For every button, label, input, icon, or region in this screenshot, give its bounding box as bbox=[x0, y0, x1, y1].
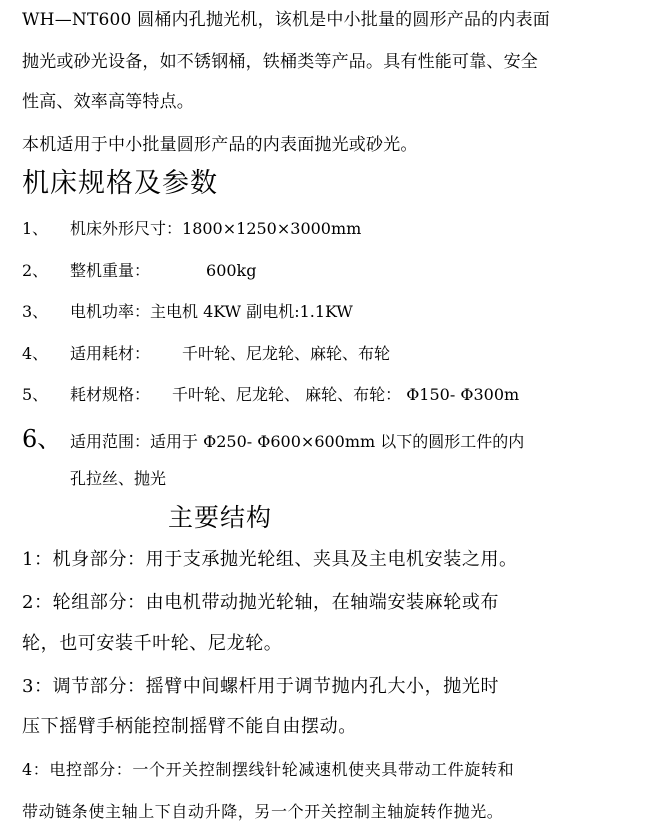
structure-item-1: 1：机身部分：用于支承抛光轮组、夹具及主电机安装之用。 bbox=[22, 549, 518, 570]
structure-item-2-continuation: 轮，也可安装千叶轮、尼龙轮。 bbox=[22, 633, 283, 654]
intro-line-3: 性高、效率高等特点。 bbox=[22, 92, 194, 112]
spec-value: 千叶轮、尼龙轮、麻轮、布轮 bbox=[182, 344, 391, 363]
spec-item-6 bbox=[22, 425, 525, 453]
structure-item-3: 3：调节部分：摇臂中间螺杆用于调节抛内孔大小，抛光时 bbox=[22, 676, 500, 697]
spec-label: 整机重量： bbox=[70, 261, 151, 280]
intro-line-1: WH—NT600 圆桶内孔抛光机，该机是中小批量的圆形产品的内表面 bbox=[22, 10, 550, 30]
spec-value: 适用于 Φ250- Φ600×600mm 以下的圆形工件的内 bbox=[150, 432, 525, 451]
spec-number: 2、 bbox=[22, 261, 49, 280]
spec-item-3 bbox=[22, 301, 353, 323]
spec-value: 千叶轮、尼龙轮、 麻轮、布轮： Φ150- Φ300m bbox=[172, 385, 520, 404]
structure-item-4-continuation: 带动链条使主轴上下自动升降，另一个开关控制主轴旋转作抛光。 bbox=[22, 802, 504, 821]
spec-label: 适用耗材： bbox=[70, 344, 151, 363]
structure-item-4: 4：电控部分：一个开关控制摆线针轮减速机使夹具带动工件旋转和 bbox=[22, 760, 515, 779]
spec-item-2 bbox=[22, 260, 257, 282]
spec-item-1 bbox=[22, 218, 361, 240]
spec-number: 1、 bbox=[22, 219, 49, 238]
spec-item-5 bbox=[22, 384, 519, 406]
spec-number: 3、 bbox=[22, 302, 49, 321]
spec-value: 主电机 4KW 副电机:1.1KW bbox=[150, 302, 353, 321]
spec-item-4 bbox=[22, 343, 390, 365]
spec-label: 适用范围： bbox=[70, 432, 151, 451]
spec-heading: 机床规格及参数 bbox=[22, 168, 218, 199]
spec-item-6-continuation: 孔拉丝、抛光 bbox=[70, 469, 167, 488]
structure-heading: 主要结构 bbox=[168, 503, 273, 532]
spec-label: 电机功率： bbox=[70, 302, 151, 321]
structure-item-3-continuation: 压下摇臂手柄能控制摇臂不能自由摆动。 bbox=[22, 716, 357, 737]
spec-number: 6、 bbox=[22, 425, 62, 453]
spec-label: 耗材规格： bbox=[70, 385, 151, 404]
intro-line-4: 本机适用于中小批量圆形产品的内表面抛光或砂光。 bbox=[22, 135, 418, 155]
spec-label: 机床外形尺寸： bbox=[70, 219, 183, 238]
spec-value: 600kg bbox=[206, 261, 257, 280]
spec-number: 5、 bbox=[22, 385, 49, 404]
structure-item-2: 2：轮组部分：由电机带动抛光轮轴，在轴端安装麻轮或布 bbox=[22, 592, 500, 613]
spec-number: 4、 bbox=[22, 344, 49, 363]
spec-value: 1800×1250×3000mm bbox=[182, 219, 362, 238]
intro-line-2: 抛光或砂光设备，如不锈钢桶，铁桶类等产品。具有性能可靠、安全 bbox=[22, 52, 538, 72]
